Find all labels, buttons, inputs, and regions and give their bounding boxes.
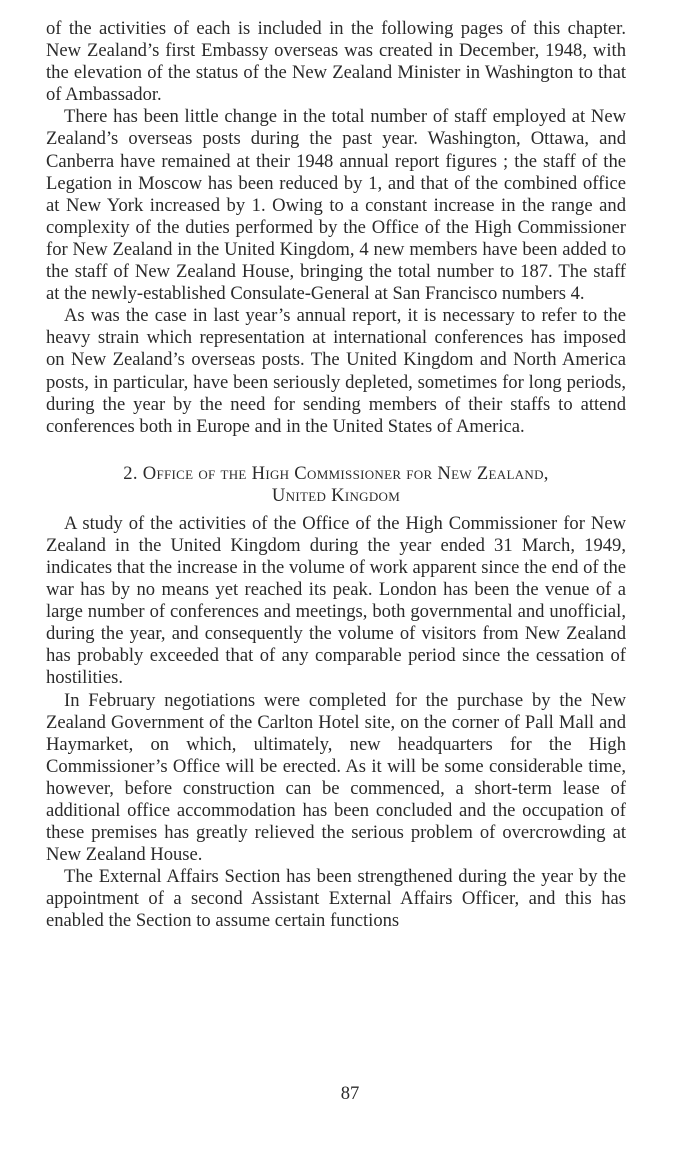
paragraph-continued: of the activities of each is included in the following pages of this chapter. New Zealand’s first Embassy overseas was created in December, 1948, with the elevation of the status of the New Zealand Minister in Washington to that of Ambassador. bbox=[46, 18, 626, 106]
paragraph-staff-numbers: There has been little change in the total number of staff employed at New Zealand’s overseas posts during the past year. Washington, Ottawa, and Canberra have remained at their 1948 annual report figures ; the staff of the Legation in Moscow has been reduced by 1, and that of the combined office at New York increased by 1. Owing to a constant increase in the range and complexity of the duties performed by the Office of the High Commissioner for New Zealand in the United Kingdom, 4 new members have been added to the staff of New Zealand House, bringing the total number to 187. The staff at the newly-established Consulate-General at San Francisco numbers 4. bbox=[46, 106, 626, 305]
paragraph-carlton-hotel: In February negotiations were completed for the purchase by the New Zealand Government of the Carlton Hotel site, on the corner of Pall Mall and Haymarket, on which, ultimately, new headquarters for the High Commissioner’s Office will be erected. As it will be some considerable time, however, before construction can be commenced, a short-term lease of additional office accommodation has been concluded and the occupation of these premises has greatly relieved the serious problem of overcrowding at New Zealand House. bbox=[46, 689, 626, 866]
paragraph-conferences: As was the case in last year’s annual report, it is necessary to refer to the heavy strain which representation at international conferences has imposed on New Zealand’s overseas posts. The United Kingdom and North America posts, in particular, have been seriously depleted, sometimes for long periods, during the year by the need for sending members of their staffs to attend conferences both in Europe and in the United States of America. bbox=[46, 305, 626, 437]
paragraph-office-activities: A study of the activities of the Office of the High Commissioner for New Zealand in the United Kingdom during the year ended 31 March, 1949, indicates that the increase in the volume of work apparent since the end of the war has by no means yet reached its peak. London has been the venue of a large number of conferences and meetings, both governmental and unofficial, during the year, and consequently the volume of visitors from New Zealand has probably exceeded that of any comparable period since the cessation of hostilities. bbox=[46, 512, 626, 689]
page-body bbox=[46, 18, 626, 933]
section-heading-line-1: 2. Office of the High Commissioner for New Zealand, bbox=[123, 462, 549, 484]
section-heading-line-2: United Kingdom bbox=[271, 484, 401, 506]
page-number: 87 bbox=[340, 1083, 360, 1104]
section-heading bbox=[46, 463, 626, 507]
paragraph-external-affairs: The External Affairs Section has been strengthened during the year by the appointment of a second Assistant External Affairs Officer, and this has enabled the Section to assume certain functions bbox=[46, 866, 626, 932]
